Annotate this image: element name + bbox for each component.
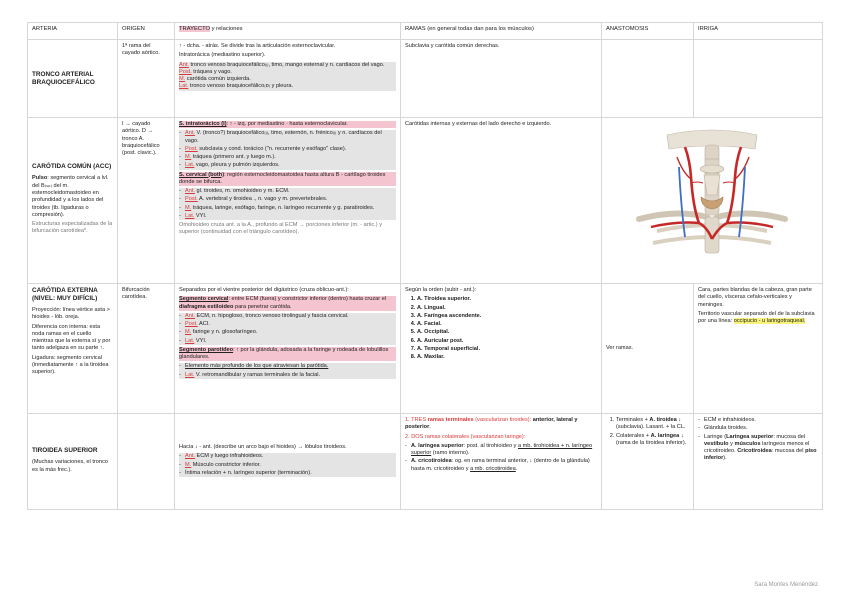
list-item: 3. A. Faríngea ascendente.	[417, 313, 597, 320]
cell-origen	[118, 414, 175, 510]
cell-ramas: Según la orden (subir - ant.): 1. A. Tiroidea superior. 2. A. Lingual. 3. A. Faríngea ascendente. 4. A. Facial. 5. A. Occipital. 6. A. Auricular post. 7. A. Temporal superficial. 8. A. Maxilar.	[401, 284, 602, 414]
list-item: 2. A. Lingual.	[417, 305, 597, 312]
header-irriga: IRRIGA	[694, 23, 823, 40]
cell-arteria: CARÓTIDA COMÚN (ACC) Pulso: segmento cervical a lvl. del B₍ₛₚ₎ del m. esternocleidomastoideo en profundidad y a los lados del tiroides (tb. ligaduras o compresión). Estructuras especializadas de la bifurcación carotídea*.	[28, 118, 118, 284]
cell-anastomosis: 1. Terminales + A. tiroidea ↓ (subclavia). Lasant. + la CL. 2. Colaterales + A. laríngea ↓ (rama de la tiroidea inferior).	[602, 414, 694, 510]
list-item: 4. A. Facial.	[417, 321, 597, 328]
header-trayecto: TRAYECTO y relaciones	[175, 23, 401, 40]
cell-trayecto: Hacia ↓ - ant. (describe un arco bajo el hioides) → lóbulos tiroideos. - Ant. ECM y luego infrahioideos. - M. Músculo constrictor inferior. - Íntima relación + n. laríngeo superior (terminación).	[175, 414, 401, 510]
header-origen: ORIGEN	[118, 23, 175, 40]
header-row	[28, 23, 823, 40]
cell-ramas: Carótidas internas y externas del lado derecho e izquierdo.	[401, 118, 602, 284]
header-arteria: ARTERIA	[28, 23, 118, 40]
artery-table	[27, 22, 823, 510]
cell-arteria: CARÓTIDA EXTERNA (NIVEL: MUY DIFÍCIL) Proyección: línea vértice asta > hioides - lób. oreja. Diferencia con interna: esta noda ramas en el cuello mientras que la externa sí y por tanto adelgaza en su parte ↑. Ligadura: segmento cervical (inmediatamente ↑ a la tiroidea superior).	[28, 284, 118, 414]
list-item: 8. A. Maxilar.	[417, 354, 597, 361]
cell-illustration	[602, 118, 823, 284]
cell-trayecto: S. intratorácico (I): ↑ - izq. por mediastino · hasta esternoclavicular. - Ant. V. (tronco?) braquiocefálico₍ᵢ₎, timo, esternón, n. frénico₍ᵢ₎ y n. cardíacos del vago. - Post. subclavia y cond. torácico ("n. recurrente y esófago" clase). - M. tráquea (primero ant. y luego m.). - Lat. vago, pleura y pulmón izquierdos. S. cervical (both): región esternocleidomastoidea hasta altura B - cartílago tiroides donde se bifurca. - Ant. gl. tiroides, m. omohioideo y m. ECM. - Post. A. vertebral y tiroidea ., n. vago y m. prevertebrales. - M. tráquea, laringe, esófago, faringe, n. laríngeo recurrente y g. paratiroides. - Lat. VYI. Omohioideo cruza ant. a la A., profundo al ECM → porciones inferior (m. - artic.) y superior (continuidad con el triángulo carotídeo).	[175, 118, 401, 284]
ramas-list	[405, 296, 597, 361]
row-tronco-braquiocefalico	[28, 40, 823, 118]
cell-trayecto: Separados por el vientre posterior del digástrico (cruza oblicuo-ant.): Segmento cervical: entre ECM (fuera) y constrictor inferior (dentro) hasta cruzar el diafragma estiloideo para penetrar carótida. - Ant. ECM, n. hipogloso, tronco venoso tirolingual y fascia cervical. - Post. ACI. - M. faringe y n. glosofaríngeo. - Lat. VYI. Segmento parotídeo: ↑ por la glándula, adosada a la faringe y rodeada de lobulillos glandulares. - Elemento más profundo de los que atraviesan la parótida. - Lat. V. retromandibular y ramas terminales de la facial.	[175, 284, 401, 414]
list-item: 6. A. Auricular post.	[417, 338, 597, 345]
row-carotida-externa	[28, 284, 823, 414]
cell-anastomosis: Ver ramas.	[602, 284, 694, 414]
cell-ramas: 1. TRES ramas terminales (vascularizan tiroides): anterior, lateral y posterior. 2. DOS ramas colaterales (vascularizan laringe): - A. laríngea superior: post. al tirohioideo y a mb. tirohioidea + n. laríngeo superior (ramo interno). - A. cricotiroidea: og. en rama terminal anterior, ↓ (dentro de la glándula) hasta m. cricotiroideo y a mb. cricotiroidea.	[401, 414, 602, 510]
author-name: Sara Montes Menéndez	[754, 582, 818, 589]
cell-arteria: TIROIDEA SUPERIOR (Muchas variaciones, el tronco es la más frec.).	[28, 414, 118, 510]
list-item: 1. A. Tiroidea superior.	[417, 296, 597, 303]
neck-arteries-illustration	[627, 127, 797, 255]
cell-ramas: Subclavia y carótida común derechas.	[401, 40, 602, 118]
cell-trayecto: ↑ - dcha. - atrás. Se divide tras la articulación esternoclavicular. Intratorácica (mediastino superior). Ant. tronco venoso braquiocefálico₍ᵢ₎, timo, mango esternal y n. cardíacos del vago. Post. tráquea y vago. M. carótida común izquierda. Lat. tronco venoso braquiocefálico₍ᴅ₎ y pleura.	[175, 40, 401, 118]
list-item: 5. A. Occipital.	[417, 329, 597, 336]
cell-origen: 1ª rama del cayado aórtico.	[118, 40, 175, 118]
cell-irriga: Cara, partes blandas de la cabeza, gran parte del cuello, vísceras cefalo-verticales y meninges. Territorio vascular separado del de la subclavia por una línea: occipucio - u laringotraqueal.	[694, 284, 823, 414]
cell-origen: Bifurcación carotídea.	[118, 284, 175, 414]
cell-anastomosis	[602, 40, 694, 118]
cell-arteria: TRONCO ARTERIAL BRAQUIOCEFÁLICO	[28, 40, 118, 118]
header-anastomosis: ANASTOMOSIS	[602, 23, 694, 40]
cell-origen: I → cayado aórtico. D → tronco A. braquiocefálico (post. clavic.).	[118, 118, 175, 284]
header-trayecto-highlight: TRAYECTO	[179, 26, 211, 32]
cell-irriga: - ECM e infrahioideos. - Glándula tiroides. - Laringe (Laringea superior: mucosa del vestíbulo y músculos laríngeos menos el cricotiroideo. Cricotiroidea: mucosa del piso inferior).	[694, 414, 823, 510]
row-carotida-comun	[28, 118, 823, 284]
cell-irriga	[694, 40, 823, 118]
relations-block: Ant. tronco venoso braquiocefálico₍ᵢ₎, timo, mango esternal y n. cardíacos del vago. Post. tráquea y vago. M. carótida común izquierda. Lat. tronco venoso braquiocefálico₍ᴅ₎ y pleura.	[179, 62, 396, 91]
row-tiroidea-superior	[28, 414, 823, 510]
list-item: 7. A. Temporal superficial.	[417, 346, 597, 353]
header-ramas: RAMAS (en general todas dan para los músculos)	[401, 23, 602, 40]
